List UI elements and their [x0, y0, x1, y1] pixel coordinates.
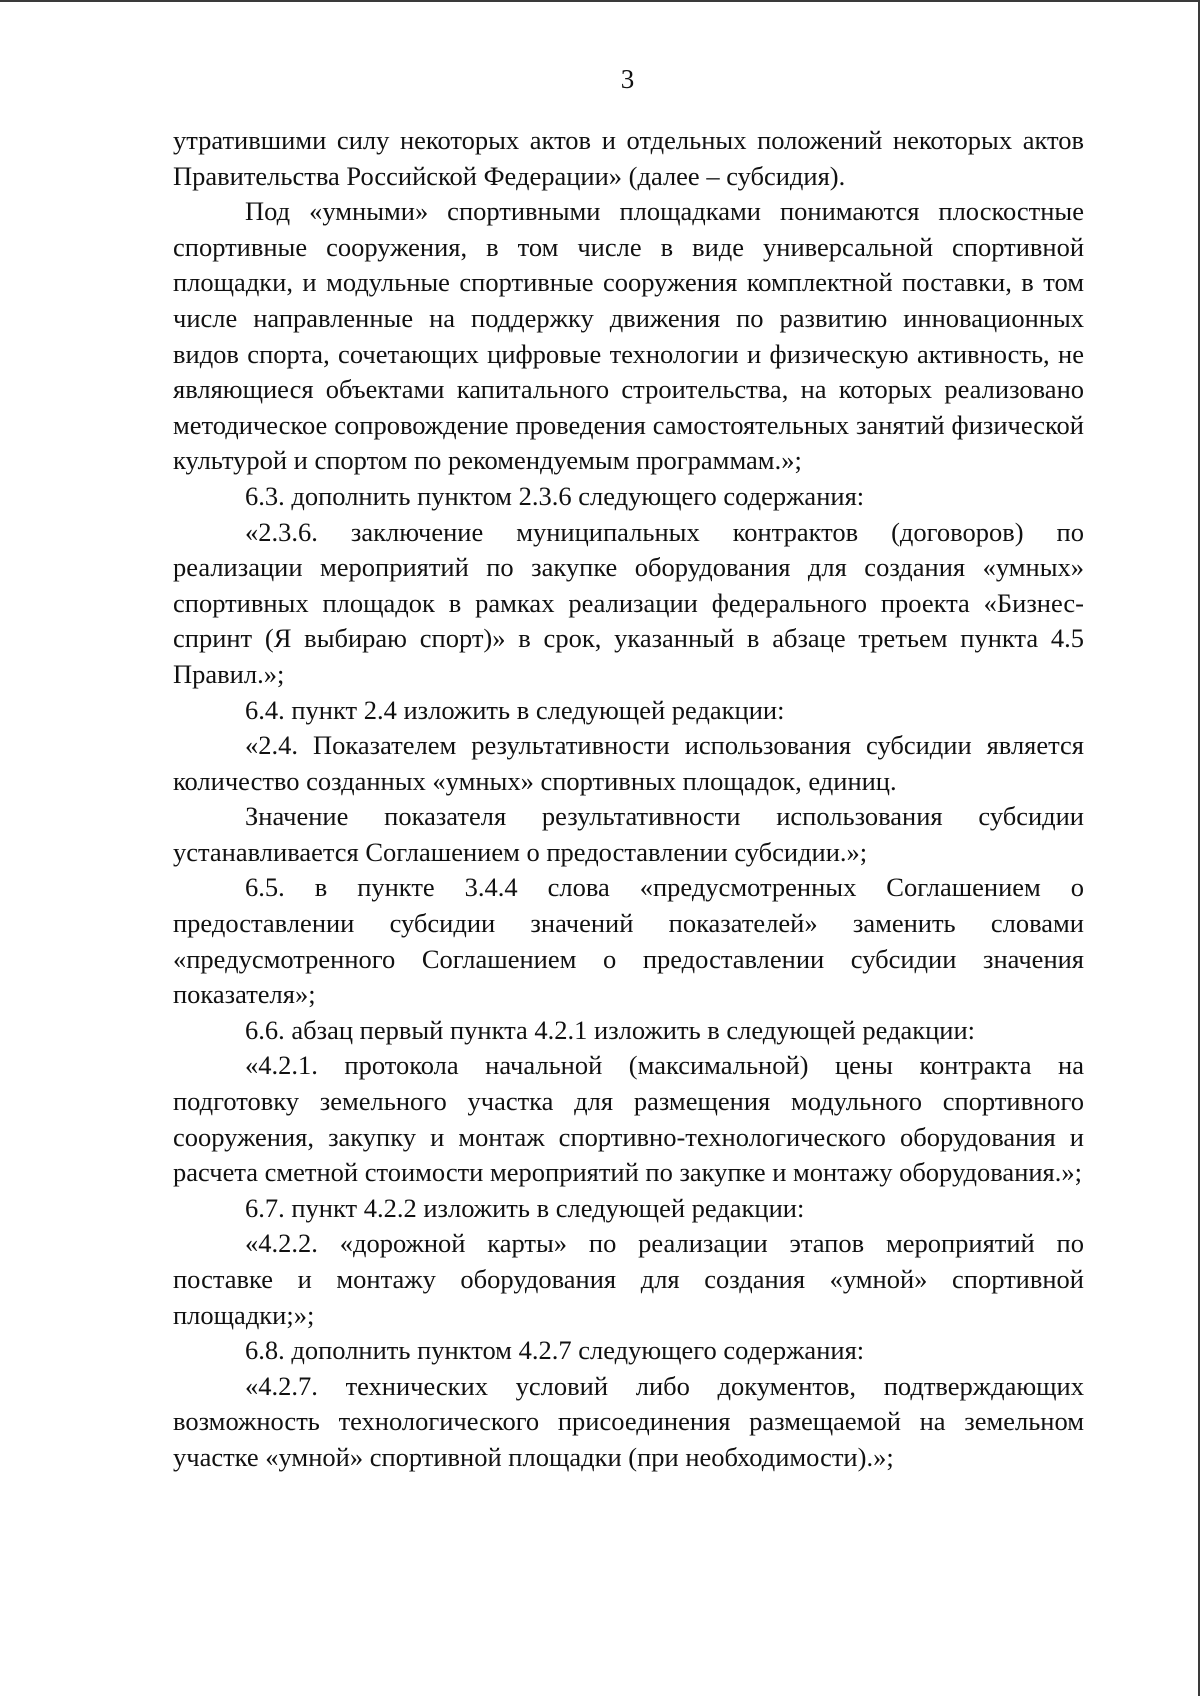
- paragraph: «2.3.6. заключение муниципальных контрактов (договоров) по реализации мероприятий по закупке оборудования для создания «умных» спортивных площадок в рамках реализации федерального проекта «Бизнес-спринт (Я выбираю спорт)» в срок, указанный в абзаце третьем пункта 4.5 Правил.»;: [173, 516, 1084, 689]
- paragraph: «2.4. Показателем результативности использования субсидии является количество созданных «умных» спортивных площадок, единиц.: [173, 730, 1084, 796]
- paragraph: 6.5. в пункте 3.4.4 слова «предусмотренных Соглашением о предоставлении субсидии значений показателей» заменить словами «предусмотренного Соглашением о предоставлении субсидии значения показателя»;: [173, 872, 1084, 1010]
- paragraph: 6.3. дополнить пунктом 2.3.6 следующего содержания:: [245, 480, 865, 511]
- paragraph: «4.2.7. технических условий либо документов, подтверждающих возможность технологического присоединения размещаемой на земельном участке «умной» спортивной площадки (при необходимости).»;: [173, 1370, 1084, 1472]
- paragraph: 6.6. абзац первый пункта 4.2.1 изложить в следующей редакции:: [245, 1014, 976, 1045]
- paragraph: «4.2.1. протокола начальной (максимальной) цены контракта на подготовку земельного участка для размещения модульного спортивного сооружения, закупку и монтаж спортивно-технологического оборудования и расчета сметной стоимости мероприятий по закупке и монтажу оборудования.»;: [173, 1050, 1084, 1188]
- document-body: [173, 123, 1084, 1476]
- paragraph: 6.7. пункт 4.2.2 изложить в следующей редакции:: [245, 1192, 805, 1223]
- paragraph: Под «умными» спортивными площадками понимаются плоскостные спортивные сооружения, в том числе в виде универсальной спортивной площадки, и модульные спортивные сооружения комплектной поставки, в том числе направленные на поддержку движения по развитию инновационных видов спорта, сочетающих цифровые технологии и физическую активность, не являющиеся объектами капитального строительства, на которых реализовано методическое сопровождение проведения самостоятельных занятий физической культурой и спортом по рекомендуемым программам.»;: [173, 196, 1084, 476]
- paragraph: Значение показателя результативности использования субсидии устанавливается Соглашением о предоставлении субсидии.»;: [173, 801, 1084, 867]
- page-number: 3: [620, 64, 635, 94]
- paragraph: 6.8. дополнить пунктом 4.2.7 следующего содержания:: [245, 1335, 865, 1366]
- paragraph: утратившими силу некоторых актов и отдельных положений некоторых актов Правительства Российской Федерации» (далее – субсидия).: [173, 125, 1084, 191]
- paragraph: 6.4. пункт 2.4 изложить в следующей редакции:: [245, 694, 785, 725]
- paragraph: «4.2.2. «дорожной карты» по реализации этапов мероприятий по поставке и монтажу оборудования для создания «умной» спортивной площадки;»;: [173, 1228, 1084, 1330]
